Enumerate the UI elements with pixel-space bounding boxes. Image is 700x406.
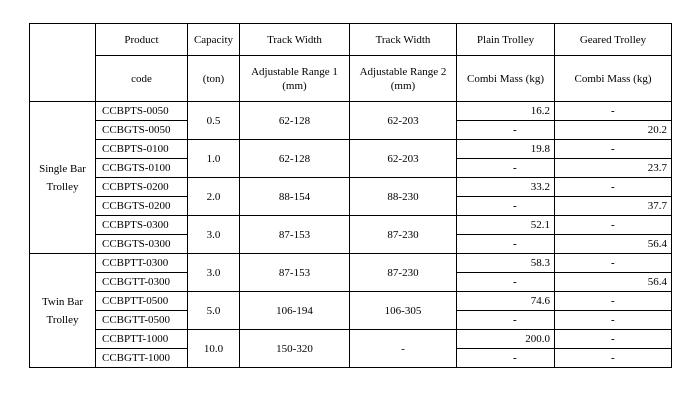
product-code: CCBGTT-1000 <box>96 349 188 368</box>
header-range-2 <box>350 56 457 102</box>
plain-mass-cell: 33.2 <box>457 178 555 197</box>
range-2-cell: - <box>350 330 457 368</box>
plain-mass-cell: - <box>457 235 555 254</box>
product-code: CCBPTT-0300 <box>96 254 188 273</box>
plain-mass-cell: 58.3 <box>457 254 555 273</box>
geared-mass-cell: - <box>555 140 672 159</box>
plain-mass-cell: - <box>457 121 555 140</box>
header-product: Product <box>96 24 188 56</box>
plain-mass-cell: - <box>457 197 555 216</box>
plain-mass-cell: - <box>457 159 555 178</box>
group-label <box>30 254 96 368</box>
table-row <box>30 330 672 349</box>
header-range-2-line2: (mm) <box>390 79 416 92</box>
geared-mass-cell: - <box>555 292 672 311</box>
range-1-cell: 62-128 <box>240 102 350 140</box>
product-code: CCBPTS-0050 <box>96 102 188 121</box>
product-code: CCBGTT-0500 <box>96 311 188 330</box>
product-code: CCBGTS-0100 <box>96 159 188 178</box>
header-plain-trolley: Plain Trolley <box>457 24 555 56</box>
product-code: CCBPTT-1000 <box>96 330 188 349</box>
table-row <box>30 254 672 273</box>
range-1-cell: 106-194 <box>240 292 350 330</box>
plain-mass-cell: - <box>457 311 555 330</box>
table-row <box>30 178 672 197</box>
header-row-2 <box>30 56 672 102</box>
header-track-width-1: Track Width <box>240 24 350 56</box>
geared-mass-cell: - <box>555 216 672 235</box>
capacity-cell: 1.0 <box>188 140 240 178</box>
group-label-line1: Single Bar <box>39 162 86 175</box>
geared-mass-cell: - <box>555 254 672 273</box>
header-range-2-line1: Adjustable Range 2 <box>359 65 447 78</box>
geared-mass-cell: - <box>555 330 672 349</box>
geared-mass-cell: - <box>555 349 672 368</box>
range-2-cell: 88-230 <box>350 178 457 216</box>
capacity-cell: 10.0 <box>188 330 240 368</box>
range-1-cell: 88-154 <box>240 178 350 216</box>
header-code: code <box>96 56 188 102</box>
range-1-cell: 87-153 <box>240 254 350 292</box>
group-label <box>30 102 96 254</box>
geared-mass-cell: 56.4 <box>555 273 672 292</box>
header-range-1-line1: Adjustable Range 1 <box>251 65 338 78</box>
header-row-1 <box>30 24 672 56</box>
plain-mass-cell: 19.8 <box>457 140 555 159</box>
product-code: CCBGTS-0050 <box>96 121 188 140</box>
range-2-cell: 62-203 <box>350 140 457 178</box>
header-plain-mass: Combi Mass (kg) <box>457 56 555 102</box>
header-geared-trolley: Geared Trolley <box>555 24 672 56</box>
product-code: CCBPTS-0100 <box>96 140 188 159</box>
product-code: CCBGTS-0300 <box>96 235 188 254</box>
range-2-cell: 87-230 <box>350 254 457 292</box>
capacity-cell: 3.0 <box>188 254 240 292</box>
header-group-cell <box>30 24 96 102</box>
table-row <box>30 216 672 235</box>
group-label-line2: Trolley <box>46 313 79 326</box>
table-row <box>30 102 672 121</box>
range-2-cell: 106-305 <box>350 292 457 330</box>
geared-mass-cell: 20.2 <box>555 121 672 140</box>
plain-mass-cell: - <box>457 273 555 292</box>
table-row <box>30 140 672 159</box>
plain-mass-cell: 200.0 <box>457 330 555 349</box>
trolley-spec-table <box>29 23 672 368</box>
header-range-1-line2: (mm) <box>282 79 307 92</box>
plain-mass-cell: 74.6 <box>457 292 555 311</box>
product-code: CCBPTT-0500 <box>96 292 188 311</box>
range-2-cell: 87-230 <box>350 216 457 254</box>
group-label-line1: Twin Bar <box>41 295 84 308</box>
capacity-cell: 3.0 <box>188 216 240 254</box>
product-code: CCBPTS-0200 <box>96 178 188 197</box>
plain-mass-cell: 52.1 <box>457 216 555 235</box>
range-1-cell: 62-128 <box>240 140 350 178</box>
plain-mass-cell: - <box>457 349 555 368</box>
geared-mass-cell: - <box>555 102 672 121</box>
group-label-line2: Trolley <box>46 180 79 193</box>
header-capacity-unit: (ton) <box>188 56 240 102</box>
capacity-cell: 5.0 <box>188 292 240 330</box>
plain-mass-cell: 16.2 <box>457 102 555 121</box>
header-geared-mass: Combi Mass (kg) <box>555 56 672 102</box>
header-range-1 <box>240 56 350 102</box>
geared-mass-cell: 23.7 <box>555 159 672 178</box>
capacity-cell: 2.0 <box>188 178 240 216</box>
range-2-cell: 62-203 <box>350 102 457 140</box>
product-code: CCBGTT-0300 <box>96 273 188 292</box>
geared-mass-cell: 37.7 <box>555 197 672 216</box>
header-track-width-2: Track Width <box>350 24 457 56</box>
range-1-cell: 87-153 <box>240 216 350 254</box>
geared-mass-cell: 56.4 <box>555 235 672 254</box>
product-code: CCBGTS-0200 <box>96 197 188 216</box>
table-row <box>30 292 672 311</box>
product-code: CCBPTS-0300 <box>96 216 188 235</box>
geared-mass-cell: - <box>555 178 672 197</box>
geared-mass-cell: - <box>555 311 672 330</box>
header-capacity: Capacity <box>188 24 240 56</box>
range-1-cell: 150-320 <box>240 330 350 368</box>
capacity-cell: 0.5 <box>188 102 240 140</box>
